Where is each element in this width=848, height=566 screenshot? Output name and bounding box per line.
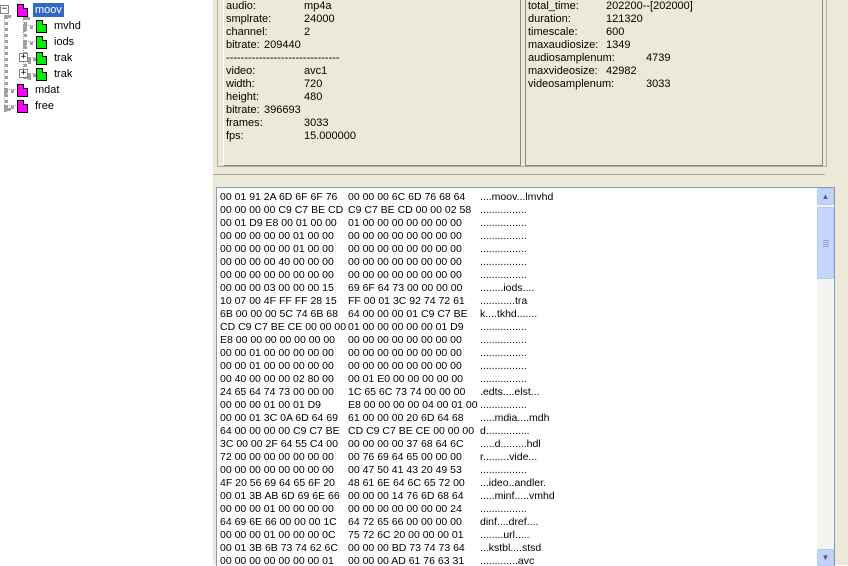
ascii-text: ................: [480, 269, 527, 281]
hex-row: [220, 477, 555, 490]
ascii-text: ........iods....: [480, 282, 535, 294]
info-key: -------------------------------: [226, 52, 340, 64]
atom-container-icon: [17, 4, 28, 17]
info-key: fps:: [226, 130, 244, 142]
hex-bytes-right: CD C9 C7 BE CE 00 00 00: [348, 425, 475, 437]
hex-bytes-right: 64 72 65 66 00 00 00 00: [348, 516, 462, 528]
hex-row: [220, 256, 555, 269]
ascii-text: ................: [480, 464, 527, 476]
hex-row: [220, 503, 555, 516]
info-key: width:: [226, 78, 255, 90]
ascii-text: dinf....dref....: [480, 516, 539, 528]
hex-bytes-right: 00 76 69 64 65 00 00 00: [348, 451, 462, 463]
info-key: bitrate:: [226, 104, 260, 116]
hex-bytes-left: 24 65 64 74 73 00 00 00: [220, 386, 334, 398]
ascii-text: ................: [480, 230, 527, 242]
info-value: 480: [304, 91, 323, 103]
tree-item-label[interactable]: iods: [54, 36, 75, 48]
hex-bytes-right: 00 00 00 00 00 00 00 00: [348, 269, 462, 281]
ascii-text: ................: [480, 373, 527, 385]
hex-bytes-left: 00 01 3B AB 6D 69 6E 66: [220, 490, 340, 502]
tree-item-label[interactable]: moov: [35, 4, 62, 16]
hex-bytes-right: 00 47 50 41 43 20 49 53: [348, 464, 462, 476]
hex-bytes-right: 00 00 00 00 00 00 00 00: [348, 243, 462, 255]
hex-row: [220, 542, 555, 555]
hex-bytes-right: 00 00 00 00 00 00 00 00: [348, 334, 462, 346]
info-key: audio:: [226, 0, 256, 12]
hex-bytes-left: 00 00 00 00 00 00 00 01: [220, 555, 334, 566]
vertical-scrollbar[interactable]: [817, 188, 834, 566]
hex-row: [220, 230, 555, 243]
ascii-text: .....mdia....mdh: [480, 412, 550, 424]
hex-bytes-left: 00 00 01 00 00 00 00 00: [220, 347, 334, 359]
hex-bytes-right: E8 00 00 00 00 04 00 01 00: [348, 399, 478, 411]
info-value: 121320: [606, 13, 643, 25]
info-key: maxaudiosize:: [528, 39, 599, 51]
info-group: [217, 0, 827, 167]
hex-bytes-left: E8 00 00 00 00 00 00 00: [220, 334, 336, 346]
hex-bytes-left: 00 40 00 00 00 02 80 00: [220, 373, 334, 385]
hex-row: [220, 555, 555, 566]
tree-item-mdat[interactable]: [17, 82, 61, 98]
info-value: 1349: [606, 39, 631, 51]
hex-bytes-right: 69 6F 64 73 00 00 00 00: [348, 282, 463, 294]
hex-row: [220, 191, 555, 204]
hex-bytes-right: 00 00 00 00 00 00 00 00: [348, 256, 462, 268]
hex-bytes-right: 1C 65 6C 73 74 00 00 00: [348, 386, 466, 398]
hex-bytes-left: 4F 20 56 69 64 65 6F 20: [220, 477, 336, 489]
hex-row: [220, 347, 555, 360]
info-key: maxvideosize:: [528, 65, 598, 77]
hex-bytes-left: 00 01 D9 E8 00 01 00 00: [220, 217, 337, 229]
scroll-thumb[interactable]: [817, 207, 834, 279]
expand-trak-toggle[interactable]: +: [20, 52, 27, 62]
atom-leaf-icon: [36, 52, 47, 65]
hex-bytes-left: 00 00 00 01 00 00 00 0C: [220, 529, 336, 541]
hex-bytes-left: 72 00 00 00 00 00 00 00: [220, 451, 334, 463]
info-value: 42982: [606, 65, 637, 77]
hex-row: [220, 451, 555, 464]
detail-pane: [213, 0, 848, 565]
atom-leaf-icon: [36, 36, 47, 49]
info-key: frames:: [226, 117, 263, 129]
hex-bytes-right: 00 00 00 AD 61 76 63 31: [348, 555, 465, 566]
info-value: 3033: [304, 117, 329, 129]
hex-row: [220, 295, 555, 308]
hex-bytes-left: 00 00 00 00 00 00 00 00: [220, 464, 334, 476]
hex-bytes-right: 64 00 00 00 01 C9 C7 BE: [348, 308, 468, 320]
hex-row: [220, 516, 555, 529]
ascii-text: ...kstbl....stsd: [480, 542, 542, 554]
hex-bytes-right: C9 C7 BE CD 00 00 02 58: [348, 204, 472, 216]
ascii-text: ...ideo..andler.: [480, 477, 546, 489]
ascii-text: ........url.....: [480, 529, 530, 541]
atom-leaf-icon: [36, 20, 47, 33]
info-value: 15.000000: [304, 130, 356, 142]
tree-item-label[interactable]: trak: [54, 68, 73, 80]
hex-row: [220, 321, 555, 334]
hex-row: [220, 243, 555, 256]
tree-item-iods[interactable]: [36, 34, 76, 50]
info-value: 720: [304, 78, 323, 90]
tree-item-mvhd[interactable]: [36, 18, 83, 34]
hex-bytes-left: 00 00 01 3C 0A 6D 64 69: [220, 412, 338, 424]
tree-item-label[interactable]: mvhd: [54, 20, 81, 32]
hex-row: [220, 399, 555, 412]
hex-bytes-left: 00 01 91 2A 6D 6F 6F 76: [220, 191, 338, 203]
atom-leaf-icon: [36, 68, 47, 81]
scroll-down-button[interactable]: ▼: [817, 549, 834, 566]
ascii-text: ................: [480, 347, 527, 359]
hex-row: [220, 269, 555, 282]
hex-bytes-right: 00 00 00 6C 6D 76 68 64: [348, 191, 466, 203]
hex-bytes-right: 00 00 00 14 76 6D 68 64: [348, 490, 464, 502]
hex-bytes-left: 10 07 00 4F FF FF 28 15: [220, 295, 337, 307]
timing-info-panel: [525, 0, 823, 166]
info-key: timescale:: [528, 26, 578, 38]
ascii-text: d...............: [480, 425, 530, 437]
hex-row: [220, 386, 555, 399]
info-value: 600: [606, 26, 625, 38]
hex-bytes-right: 75 72 6C 20 00 00 00 01: [348, 529, 464, 541]
tree-item-label[interactable]: free: [35, 100, 54, 112]
hex-row: [220, 373, 555, 386]
info-value: mp4a: [304, 0, 332, 12]
atom-container-icon: [17, 100, 28, 113]
atom-tree[interactable]: [0, 0, 210, 565]
info-value: 209440: [264, 39, 301, 51]
hex-bytes-right: 01 00 00 00 00 00 01 D9: [348, 321, 464, 333]
info-value: 24000: [304, 13, 335, 25]
hex-row: [220, 217, 555, 230]
hex-bytes-left: 00 00 00 00 00 01 00 00: [220, 230, 334, 242]
hex-row: [220, 334, 555, 347]
hex-row: [220, 412, 555, 425]
ascii-text: .............avc: [480, 555, 535, 566]
hex-bytes-right: 00 00 00 00 00 00 00 00: [348, 230, 462, 242]
info-key: total_time:: [528, 0, 579, 12]
hex-bytes-left: 00 01 3B 6B 73 74 62 6C: [220, 542, 338, 554]
info-value: avc1: [304, 65, 328, 77]
hex-bytes-left: 00 00 00 03 00 00 00 15: [220, 282, 334, 294]
hex-row: [220, 464, 555, 477]
expand-trak-toggle[interactable]: +: [20, 68, 27, 78]
hex-bytes-left: 3C 00 00 2F 64 55 C4 00: [220, 438, 338, 450]
ascii-text: ....moov...lmvhd: [480, 191, 554, 203]
info-key: duration:: [528, 13, 571, 25]
ascii-text: ................: [480, 503, 527, 515]
hex-bytes-left: 6B 00 00 00 5C 74 6B 68: [220, 308, 338, 320]
ascii-text: .....d.........hdl: [480, 438, 541, 450]
hex-bytes-right: 00 00 00 00 00 00 00 24: [348, 503, 462, 515]
hex-dump-lines: [220, 191, 555, 566]
ascii-text: ................: [480, 217, 527, 229]
hex-bytes-right: 00 01 E0 00 00 00 00 00: [348, 373, 464, 385]
ascii-text: ................: [480, 204, 527, 216]
info-value: 4739: [646, 52, 671, 64]
atom-container-icon: [17, 84, 28, 97]
ascii-text: ................: [480, 243, 527, 255]
ascii-text: ................: [480, 321, 527, 333]
collapse-moov-toggle[interactable]: −: [1, 4, 8, 14]
ascii-text: ................: [480, 256, 527, 268]
hex-bytes-right: 00 00 00 BD 73 74 73 64: [348, 542, 465, 554]
ascii-text: ................: [480, 399, 527, 411]
hex-row: [220, 425, 555, 438]
hex-bytes-right: 61 00 00 00 20 6D 64 68: [348, 412, 464, 424]
hex-bytes-left: 64 69 6E 66 00 00 00 1C: [220, 516, 337, 528]
info-value: 2: [304, 26, 311, 38]
hex-bytes-right: 00 00 00 00 00 00 00 00: [348, 360, 462, 372]
ascii-text: k....tkhd.......: [480, 308, 538, 320]
hex-row: [220, 529, 555, 542]
hex-bytes-right: 48 61 6E 64 6C 65 72 00: [348, 477, 465, 489]
hex-bytes-left: 00 00 00 01 00 01 D9: [220, 399, 322, 411]
hex-bytes-left: 00 00 00 00 40 00 00 00: [220, 256, 334, 268]
hex-bytes-right: 01 00 00 00 00 00 00 00: [348, 217, 462, 229]
info-value: 3033: [646, 78, 671, 90]
ascii-text: r.........vide...: [480, 451, 538, 463]
hex-row: [220, 204, 555, 217]
tree-item-trak[interactable]: [36, 66, 74, 82]
info-key: video:: [226, 65, 256, 77]
info-key: height:: [226, 91, 260, 103]
tree-item-label[interactable]: mdat: [35, 84, 60, 96]
media-info-panel: [223, 0, 521, 166]
ascii-text: .edts....elst...: [480, 386, 540, 398]
tree-connector: [4, 15, 8, 111]
hex-bytes-left: CD C9 C7 BE CE 00 00 00: [220, 321, 347, 333]
info-key: smplrate:: [226, 13, 272, 25]
tree-item-label[interactable]: trak: [54, 52, 73, 64]
hex-row: [220, 308, 555, 321]
info-value: 396693: [264, 104, 301, 116]
ascii-text: ............tra: [480, 295, 528, 307]
hex-row: [220, 438, 555, 451]
info-key: videosamplenum:: [528, 78, 615, 90]
pane-divider: [213, 174, 825, 175]
tree-item-trak[interactable]: [36, 50, 74, 66]
hex-bytes-left: 00 00 00 00 00 01 00 00: [220, 243, 334, 255]
hex-bytes-left: 64 00 00 00 00 C9 C7 BE: [220, 425, 340, 437]
scroll-up-button[interactable]: ▲: [817, 188, 834, 205]
hex-dump-view[interactable]: [216, 187, 835, 566]
info-value: 202200--[202000]: [606, 0, 693, 12]
ascii-text: .....minf.....vmhd: [480, 490, 555, 502]
tree-item-moov[interactable]: [17, 2, 64, 18]
hex-bytes-right: 00 00 00 00 00 00 00 00: [348, 347, 462, 359]
hex-row: [220, 282, 555, 295]
info-key: audiosamplenum:: [528, 52, 615, 64]
hex-bytes-left: 00 00 00 00 C9 C7 BE CD: [220, 204, 344, 216]
hex-bytes-left: 00 00 00 00 00 00 00 00: [220, 269, 334, 281]
hex-bytes-left: 00 00 00 01 00 00 00 00: [220, 503, 334, 515]
hex-bytes-right: FF 00 01 3C 92 74 72 61: [348, 295, 465, 307]
tree-item-free[interactable]: [17, 98, 56, 114]
ascii-text: ................: [480, 334, 527, 346]
info-key: bitrate:: [226, 39, 260, 51]
ascii-text: ................: [480, 360, 527, 372]
hex-bytes-left: 00 00 01 00 00 00 00 00: [220, 360, 334, 372]
hex-row: [220, 360, 555, 373]
hex-row: [220, 490, 555, 503]
info-key: channel:: [226, 26, 268, 38]
hex-bytes-right: 00 00 00 00 37 68 64 6C: [348, 438, 464, 450]
